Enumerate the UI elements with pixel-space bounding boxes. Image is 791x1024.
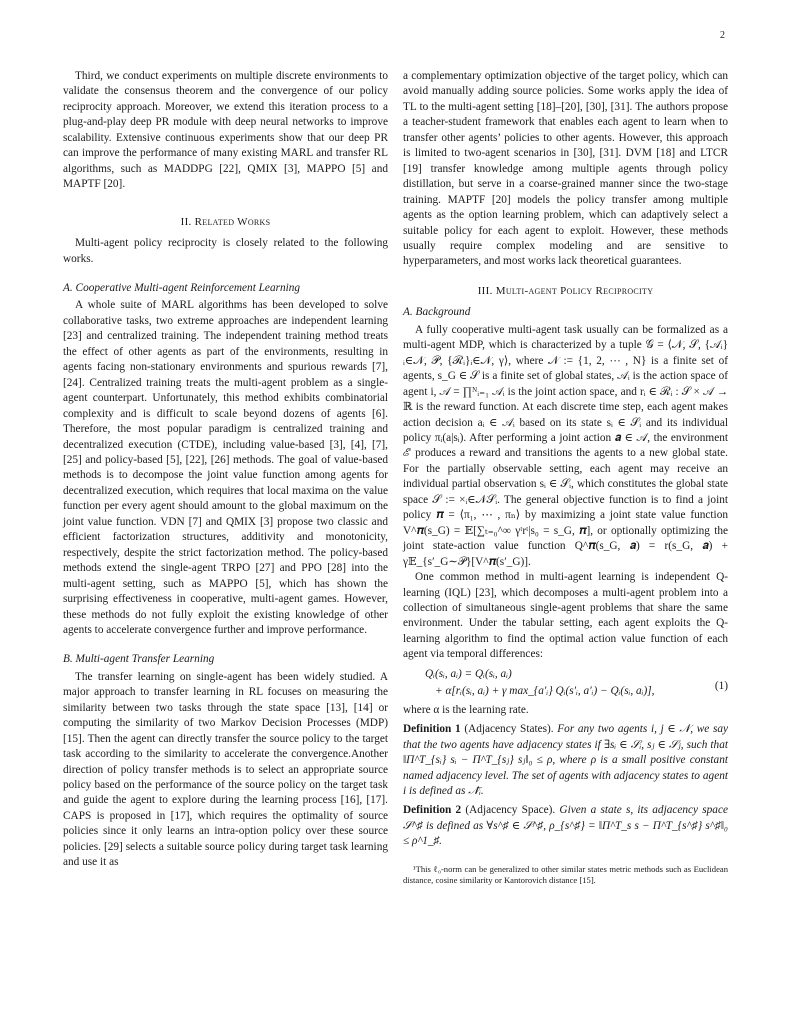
left-column: [63, 69, 388, 871]
section-ii-title: Related Works: [194, 215, 271, 228]
definition-2-label: Definition 2: [403, 804, 462, 817]
equation-1-number: (1): [714, 679, 728, 692]
page-number: 2: [720, 30, 725, 41]
subsection-b-body: The transfer learning on single-agent has been widely studied. A major approach to transfer learning in RL focuses on measuring the similarity between two tasks through the state space [13], [14] or computing the similarity of two Markov Decision Processes (MDP) [15]. Then the agent can directly transfer the source policy to the target task according to the similarity to accelerate the convergence.Another direction of policy transfer methods is to select an appropriate source policy based on the performance of the source policy on the target task and guide the agent to explore during the learning process [16], [17]. CAPS is proposed in [17], which requires the optimality of source policies since it only learns an intra-option policy over these source policies. [29] selects a suitable source policy during target task learning and use it as: [63, 670, 388, 869]
background-body: A fully cooperative multi-agent task usually can be formalized as a multi-agent MDP, which is characterized by a tuple 𝒢 = ⟨𝒩, 𝒮, {𝒜ᵢ}ᵢ∈𝒩, 𝒫, {ℛᵢ}ᵢ∈𝒩, γ⟩, where 𝒩 := {1, 2, ⋯ , N} is a finite set of agents, s_G ∈ 𝒮 is a finite set of global states, 𝒜ᵢ is the action space of agent i, 𝒜 = ∏ᴺᵢ₌₁ 𝒜ᵢ is the joint action space, and rᵢ ∈ ℛᵢ : 𝒮 × 𝒜 → ℝ is the reward function. At each discrete time step, each agent makes action decision aᵢ ∈ 𝒜ᵢ based on its state sᵢ ∈ 𝒮ᵢ and its individual policy πᵢ(a|sᵢ). After performing a joint action 𝒂 ∈ 𝒜, the environment ℰ produces a reward and transitions the agents to a new global state. For the partially observable setting, each agent may receive an individual partial observation sᵢ ∈ 𝒮ᵢ, which constitutes the global state space 𝒮 := ×ᵢ∈𝒩𝒮ᵢ. The general objective function is to find a joint policy 𝝅 = ⟨π₁, ⋯ , πₙ⟩ by maximizing a joint state value function V^𝝅(s_G) = 𝔼[∑ₜ₌₀^∞ γᵗrᵗ|s₀ = s_G, 𝝅], or optionally optimizing the joint state-action value function Q^𝝅(s_G, 𝒂) = r(s_G, 𝒂) + γ𝔼_{s′_G∼𝒫}[V^𝝅(s′_G)].: [403, 323, 728, 568]
background-body-2: One common method in multi-agent learning is independent Q-learning (IQL) [23], which decomposes a multi-agent problem into a collection of simultaneous single-agent problems that share the same environment. Under the tabular setting, each agent exploits the Q-learning algorithm to find the optimal action value function of each agent via temporal differences:: [403, 571, 728, 661]
continued-paragraph: a complementary optimization objective of the target policy, which can avoid manually adding source policies. Some works apply the idea of TL to the multi-agent setting [18]–[20], [30], [31]. The authors propose a teacher-student framework that enables each agent to learn when to transfer other agents’ policies to other agents. However, this approach is limited to two-agent scenarios in [30], [31]. DVM [18] and LTCR [19] transfer knowledge among multiple agents through policy distillation, but serve in a coarse-grained manner since the two-stage training. MAPTF [20] models the policy transfer among multiple agents as the option learning problem, which can adaptively select a suitable policy for each agent to exploit. However, these methods usually require complex modeling and are sensitive to hyperparameters, and most works lack theoretical guarantees.: [403, 70, 728, 268]
definition-2-text: Given a state s, its adjacency space 𝒮^♯ is defined as ∀s^♯ ∈ 𝒮^♯, ρ_{s^♯} = ‖Π^T_s s − Π^T_{s^♯} s^♯‖₀ ≤ ρ^1_♯.: [403, 804, 728, 848]
subsection-a-body: A whole suite of MARL algorithms has been developed to solve collaborative tasks, two extreme approaches are independent learning [23] and centralized training. The independent training method treats the effect of other agents as part of the environments, resulting in agents facing non-stationary environments and spurious rewards [7], [24]. Centralized training treats the multi-agent problem as a single-agent counterpart. Unfortunately, this method exhibits combinatorial complexity and is difficult to scale beyond dozens of agents [6]. Therefore, the most popular paradigm is centralized training and decentralized execution (CTDE), including value-based [3], [4], [7], [25] and policy-based [5], [22], [26] methods. The goal of value-based methods is to decompose the joint value function among agents for decentralized execution, which requires that local maxima on the value function per every agent should amount to the global maximum on the joint value function. VDN [7] and QMIX [3] propose two classic and efficient factorization structures, additivity and monotonicity, respectively, despite the strict factorization method. The policy-based methods extend the single-agent TRPO [27] and PPO [28] into the multi-agent setting, such as MAPPO [5], which has shown the surprising effectiveness in cooperative, multi-agent games. However, these methods do not fully exploit the existing knowledge of other agents to accelerate convergence further and improve performance.: [63, 299, 388, 636]
after-equation-text: where α is the learning rate.: [403, 703, 529, 716]
right-column: [403, 69, 728, 886]
definition-1-text: For any two agents i, j ∈ 𝒩, we say that the two agents have adjacency states if ∃sᵢ ∈ 𝒮ᵢ, sⱼ ∈ 𝒮ⱼ, such that ‖Π^T_{sᵢ} sᵢ − Π^T_{sⱼ} sⱼ‖₀ ≤ ρ, where ρ is a small positive constant named adjacency level. The set of agents with adjacency states to agent i is defined as 𝒩̃ᵢ.: [403, 723, 728, 798]
equation-1-line-1: Qᵢ(sᵢ, aᵢ) = Qᵢ(sᵢ, aᵢ): [425, 667, 512, 680]
section-ii-heading: [63, 215, 388, 230]
definition-2: [403, 803, 728, 849]
definition-1-label: Definition 1: [403, 723, 461, 736]
definition-1-name: (Adjacency States).: [464, 723, 554, 736]
footnote: ¹This ℓ₀-norm can be generalized to other similar states metric methods such as Euclidean distance, cosine similarity or Kantorovich distance [15].: [403, 863, 728, 885]
section-ii-lead: Multi-agent policy reciprocity is closely related to the following works.: [63, 237, 388, 265]
subsection-b-title: B. Multi-agent Transfer Learning: [63, 653, 215, 666]
equation-1-line-2: + α[rᵢ(sᵢ, aᵢ) + γ max_{a′ᵢ} Qᵢ(s′ᵢ, a′ᵢ) − Qᵢ(sᵢ, aᵢ)],: [435, 684, 655, 697]
section-iii-title: Multi-agent Policy Reciprocity: [495, 284, 654, 297]
section-iii-heading: [403, 284, 728, 299]
section-iii-numeral: III.: [477, 284, 493, 297]
intro-paragraph: Third, we conduct experiments on multiple discrete environments to validate the consensus theorem and the convergence of our policy reciprocity approach. Moreover, we extend this iteration process to a plug-and-play deep PR module with deep neural networks to improve scalability. Extensive continuous experiments show that our deep PR can improve the performance of many existing MARL and transfer RL algorithms, such as MADDPG [22], QMIX [3], MAPPO [5] and MAPTF [20].: [63, 70, 388, 191]
subsection-a-title: A. Cooperative Multi-agent Reinforcement Learning: [63, 281, 301, 294]
background-title: A. Background: [403, 306, 471, 319]
definition-2-name: (Adjacency Space).: [465, 804, 556, 817]
definition-1: [403, 722, 728, 799]
section-ii-numeral: II.: [180, 215, 192, 228]
equation-1: [403, 666, 728, 700]
